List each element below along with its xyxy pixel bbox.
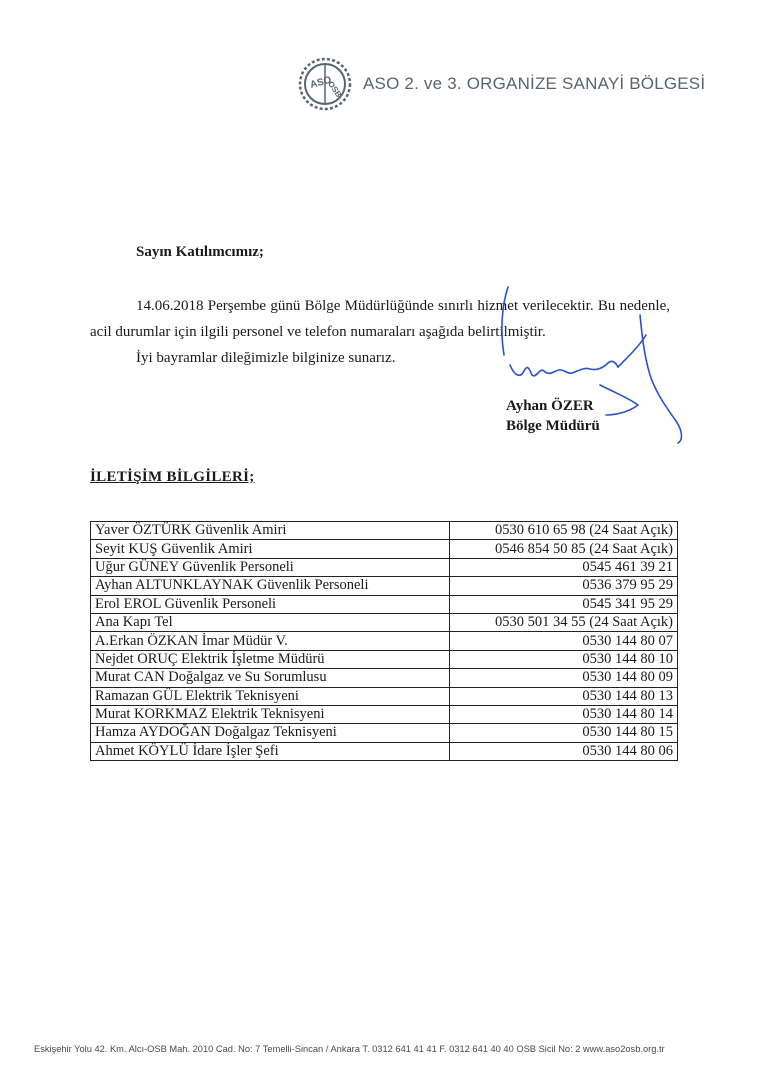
contact-phone: 0530 501 34 55 (24 Saat Açık) <box>450 613 678 631</box>
contact-phone: 0530 144 80 13 <box>450 687 678 705</box>
contact-row <box>91 742 678 760</box>
contacts-table <box>90 521 678 761</box>
organization-name: ASO 2. ve 3. ORGANİZE SANAYİ BÖLGESİ <box>363 74 706 93</box>
contact-phone: 0546 854 50 85 (24 Saat Açık) <box>450 540 678 558</box>
contact-phone: 0530 144 80 10 <box>450 650 678 668</box>
contact-name: Nejdet ORUÇ Elektrik İşletme Müdürü <box>91 650 450 668</box>
contact-phone: 0530 144 80 09 <box>450 669 678 687</box>
contact-name: Seyit KUŞ Güvenlik Amiri <box>91 540 450 558</box>
svg-text:ASO: ASO <box>308 74 333 91</box>
letterhead <box>297 56 717 112</box>
contact-name: Ana Kapı Tel <box>91 613 450 631</box>
contact-row <box>91 650 678 668</box>
greeting: Sayın Katılımcımız; <box>136 244 264 260</box>
contact-row <box>91 724 678 742</box>
contact-phone: 0545 341 95 29 <box>450 595 678 613</box>
contact-phone: 0530 144 80 15 <box>450 724 678 742</box>
contact-name: Murat CAN Doğalgaz ve Su Sorumlusu <box>91 669 450 687</box>
letter-paragraph: 14.06.2018 Perşembe günü Bölge Müdürlüğünde sınırlı hizmet verilecektir. Bu nedenle, acil durumlar için ilgili personel ve telefon numaraları aşağıda belirtilmiştir. <box>90 298 670 340</box>
contacts-title: İLETİŞİM BİLGİLERİ; <box>90 469 255 485</box>
signatory-title: Bölge Müdürü <box>506 418 600 434</box>
contact-row <box>91 632 678 650</box>
contact-name: A.Erkan ÖZKAN İmar Müdür V. <box>91 632 450 650</box>
svg-text:OSB: OSB <box>326 79 344 99</box>
contact-phone: 0530 610 65 98 (24 Saat Açık) <box>450 522 678 540</box>
contact-row <box>91 540 678 558</box>
contact-phone: 0545 461 39 21 <box>450 558 678 576</box>
contact-phone: 0530 144 80 06 <box>450 742 678 760</box>
signature-block <box>506 396 600 436</box>
letter-closing: İyi bayramlar dileğimizle bilginize sunarız. <box>136 350 396 366</box>
contact-row <box>91 595 678 613</box>
contact-row <box>91 705 678 723</box>
contact-name: Erol EROL Güvenlik Personeli <box>91 595 450 613</box>
contact-row <box>91 687 678 705</box>
contact-phone: 0530 144 80 14 <box>450 705 678 723</box>
contact-name: Murat KORKMAZ Elektrik Teknisyeni <box>91 705 450 723</box>
contact-row <box>91 558 678 576</box>
contact-row <box>91 613 678 631</box>
footer-address: Eskişehir Yolu 42. Km. Alcı-OSB Mah. 2010 Cad. No: 7 Temelli-Sincan / Ankara T. 0312 641 41 41 F. 0312 641 40 40 OSB Sicil No: 2 www.aso2osb.org.tr <box>34 1044 665 1054</box>
contact-phone: 0536 379 95 29 <box>450 577 678 595</box>
contact-row <box>91 577 678 595</box>
contact-phone: 0530 144 80 07 <box>450 632 678 650</box>
contact-name: Ramazan GÜL Elektrik Teknisyeni <box>91 687 450 705</box>
aso-osb-logo-icon <box>297 56 353 112</box>
contact-name: Ayhan ALTUNKLAYNAK Güvenlik Personeli <box>91 577 450 595</box>
signatory-name: Ayhan ÖZER <box>506 398 594 414</box>
contact-row <box>91 669 678 687</box>
contact-row <box>91 522 678 540</box>
contact-name: Yaver ÖZTÜRK Güvenlik Amiri <box>91 522 450 540</box>
contact-name: Hamza AYDOĞAN Doğalgaz Teknisyeni <box>91 724 450 742</box>
contact-name: Uğur GÜNEY Güvenlik Personeli <box>91 558 450 576</box>
contact-name: Ahmet KÖYLÜ İdare İşler Şefi <box>91 742 450 760</box>
